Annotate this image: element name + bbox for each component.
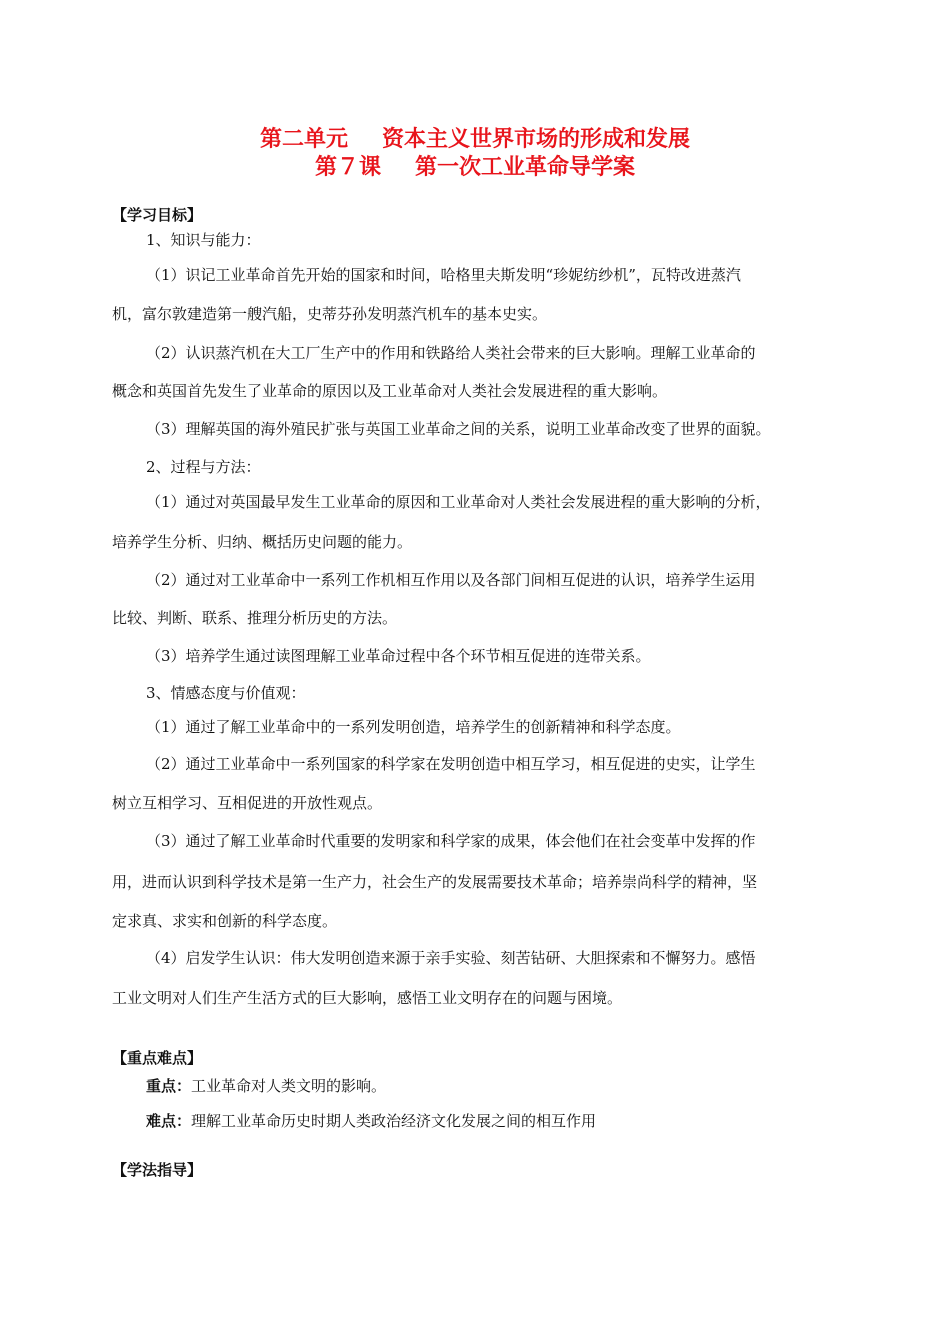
- lesson-title: [0, 150, 950, 181]
- focus-line: [146, 1075, 386, 1096]
- paragraph-line: 机，富尔敦建造第一艘汽船，史蒂芬孙发明蒸汽机车的基本史实。: [112, 305, 548, 323]
- focus-text: 工业革命对人类文明的影响。: [191, 1077, 387, 1095]
- unit-name: 资本主义世界市场的形成和发展: [382, 127, 691, 152]
- paragraph-line: 树立互相学习、互相促进的开放性观点。: [112, 794, 383, 812]
- unit-title: [0, 122, 950, 153]
- paragraph-line: 工业文明对人们生产生活方式的巨大影响，感悟工业文明存在的问题与困境。: [112, 989, 623, 1007]
- unit-number: 第二单元: [259, 127, 348, 152]
- difficulty-text: 理解工业革命历史时期人类政治经济文化发展之间的相互作用: [191, 1112, 597, 1130]
- paragraph-line: （2）认识蒸汽机在大工厂生产中的作用和铁路给人类社会带来的巨大影响。理解工业革命的: [146, 344, 756, 362]
- paragraph-line: （3）培养学生通过读图理解工业革命过程中各个环节相互促进的连带关系。: [146, 647, 651, 665]
- key-points-heading: 【重点难点】: [112, 1049, 203, 1067]
- paragraph-line: （3）理解英国的海外殖民扩张与英国工业革命之间的关系，说明工业革命改变了世界的面貌。: [146, 420, 771, 438]
- method-heading: 【学法指导】: [112, 1161, 203, 1179]
- paragraph-line: 比较、判断、联系、推理分析历史的方法。: [112, 609, 398, 627]
- paragraph-line: （2）通过对工业革命中一系列工作机相互作用以及各部门间相互促进的认识，培养学生运用: [146, 571, 756, 589]
- focus-label: 重点：: [146, 1077, 192, 1095]
- paragraph-line: （1）通过对英国最早发生工业革命的原因和工业革命对人类社会发展进程的重大影响的分析，: [146, 493, 771, 511]
- difficulty-label: 难点：: [146, 1112, 192, 1130]
- paragraph-line: （1）通过了解工业革命中的一系列发明创造，培养学生的创新精神和科学态度。: [146, 718, 681, 736]
- paragraph-line: 定求真、求实和创新的科学态度。: [112, 912, 338, 930]
- paragraph-line: 概念和英国首先发生了业革命的原因以及工业革命对人类社会发展进程的重大影响。: [112, 382, 668, 400]
- paragraph-line: （2）通过工业革命中一系列国家的科学家在发明创造中相互学习，相互促进的史实，让学生: [146, 755, 756, 773]
- section-knowledge-title: 1、知识与能力：: [146, 231, 261, 249]
- section-process-title: 2、过程与方法：: [146, 458, 261, 476]
- paragraph-line: （4）启发学生认识：伟大发明创造来源于亲手实验、刻苦钻研、大胆探索和不懈努力。感悟: [146, 949, 756, 967]
- lesson-name: 第一次工业革命导学案: [415, 155, 636, 180]
- paragraph-line: （3）通过了解工业革命时代重要的发明家和科学家的成果，体会他们在社会变革中发挥的作: [146, 832, 756, 850]
- difficulty-line: [146, 1110, 596, 1131]
- paragraph-line: （1）识记工业革命首先开始的国家和时间，哈格里夫斯发明“珍妮纺纱机”，瓦特改进蒸汽: [146, 266, 741, 284]
- paragraph-line: 培养学生分析、归纳、概括历史问题的能力。: [112, 533, 413, 551]
- section-attitude-title: 3、情感态度与价值观：: [146, 684, 306, 702]
- lesson-number: 第７课: [314, 155, 381, 180]
- paragraph-line: 用，进而认识到科学技术是第一生产力，社会生产的发展需要技术革命；培养崇尚科学的精神，坚: [112, 873, 758, 891]
- objectives-heading: 【学习目标】: [112, 206, 203, 224]
